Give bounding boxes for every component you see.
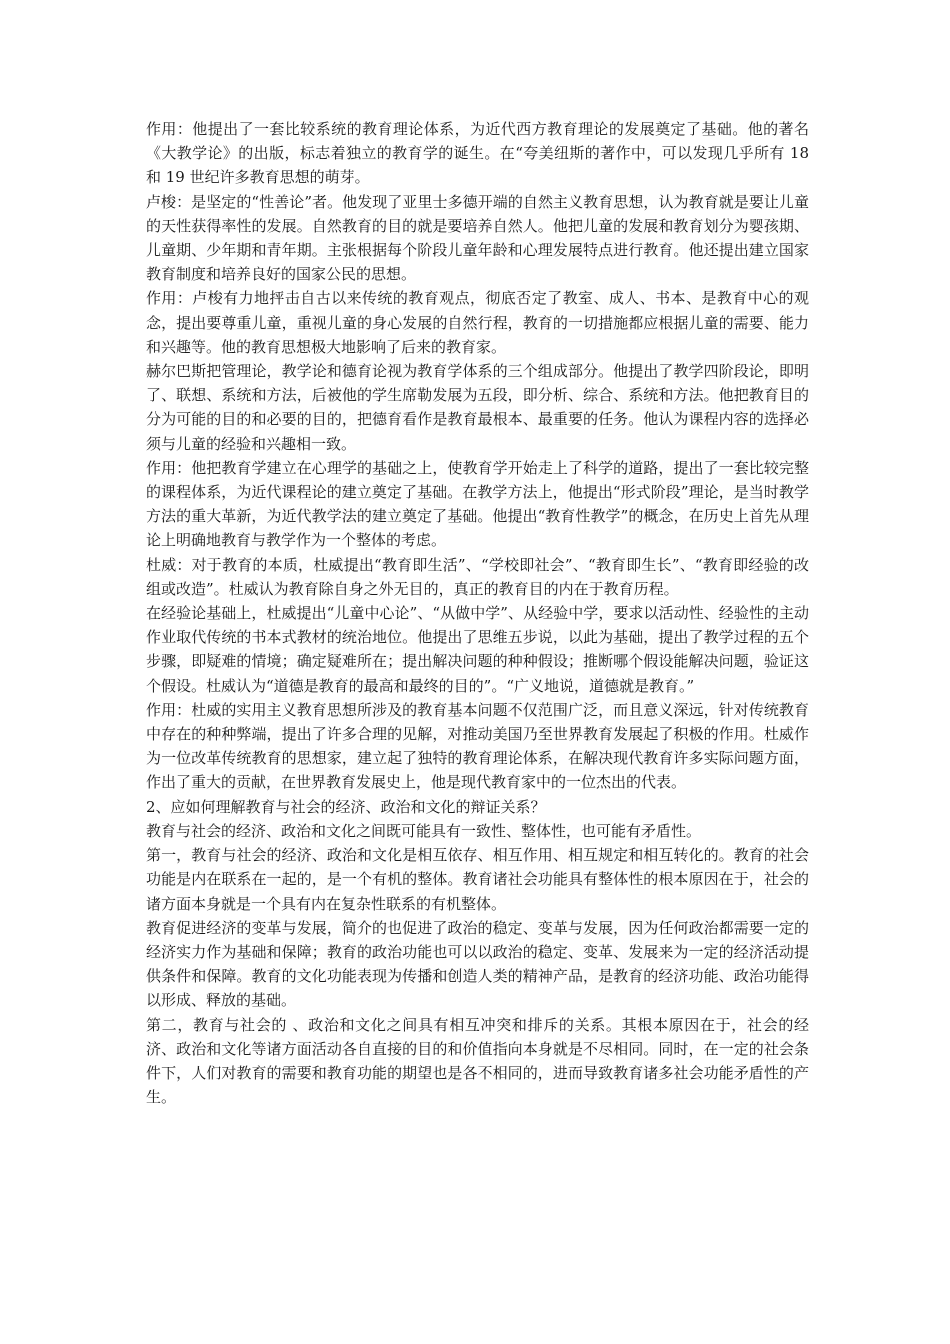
question-heading: 2、应如何理解教育与社会的经济、政治和文化的辩证关系？ [146,797,546,816]
paragraph-rousseau: 卢梭：是坚定的“性善论”者。他发现了亚里士多德开端的自然主义教育思想，认为教育就是要让儿童的天性获得率性的发展。自然教育的目的就是要培养自然人。他把儿童的发展和教育划分为婴孩期、儿童期、少年期和青年期。主张根据每个阶段儿童年龄和心理发展特点进行教育。他还提出建立国家教育制度和培养良好的国家公民的思想。 [146,192,809,284]
paragraph-point-two: 第二，教育与社会的 、政治和文化之间具有相互冲突和排斥的关系。其根本原因在于，社会的经济、政治和文化等诸方面活动各自直接的目的和价值指向本身就是不尽相同。同时，在一定的社会条件下，人们对教育的需要和教育功能的期望也是各不相同的，进而导致教育诸多社会功能矛盾性的产生。 [146,1015,809,1107]
paragraph-dewey-experience: 在经验论基础上，杜威提出“儿童中心论”、“从做中学”、从经验中学，要求以活动性、经验性的主动作业取代传统的书本式教材的统治地位。他提出了思维五步说，以此为基础，提出了教学过程的五个步骤，即疑难的情境；确定疑难所在；提出解决问题的种种假设；推断哪个假设能解决问题，验证这个假设。杜威认为“道德是教育的最高和最终的目的”。“广义地说，道德就是教育。” [146,604,809,695]
paragraph-point-one-detail: 教育促进经济的变革与发展，简介的也促进了政治的稳定、变革与发展，因为任何政治都需要一定的经济实力作为基础和保障；教育的政治功能也可以以政治的稳定、变革、发展来为一定的经济活动提供条件和保障。教育的文化功能表现为传播和创造人类的精神产品，是教育的经济功能、政治功能得以形成、释放的基础。 [146,918,809,1010]
paragraph-herbart: 赫尔巴斯把管理论，教学论和德育论视为教育学体系的三个组成部分。他提出了教学四阶段论，即明了、联想、系统和方法，后被他的学生席勒发展为五段，即分析、综合、系统和方法。他把教育目的分为可能的目的和必要的目的，把德育看作是教育最根本、最重要的任务。他认为课程内容的选择必须与儿童的经验和兴趣相一致。 [146,362,809,453]
paragraph-point-one: 第一，教育与社会的经济、政治和文化是相互依存、相互作用、相互规定和相互转化的。教育的社会功能是内在联系在一起的，是一个有机的整体。教育诸社会功能具有整体性的根本原因在于，社会的诸方面本身就是一个具有内在复杂性联系的有机整体。 [146,846,809,913]
document-body [146,117,809,1109]
paragraph-dewey: 杜威：对于教育的本质，杜威提出“教育即生活”、“学校即社会”、“教育即生长”、“教育即经验的改组或改造”。杜威认为教育除自身之外无目的，真正的教育目的内在于教育历程。 [146,555,809,598]
paragraph-comenius-impact: 作用：他提出了一套比较系统的教育理论体系，为近代西方教育理论的发展奠定了基础。他的著名《大教学论》的出版，标志着独立的教育学的诞生。在“夸美纽斯的著作中，可以发现几乎所有 18 和 19 世纪许多教育思想的萌芽。 [146,120,809,187]
paragraph-answer-intro: 教育与社会的经济、政治和文化之间既可能具有一致性、整体性，也可能有矛盾性。 [146,821,702,840]
paragraph-rousseau-impact: 作用：卢梭有力地抨击自古以来传统的教育观点，彻底否定了教室、成人、书本、是教育中心的观念，提出要尊重儿童，重视儿童的身心发展的自然行程，教育的一切措施都应根据儿童的需要、能力和兴趣等。他的教育思想极大地影响了后来的教育家。 [146,289,809,356]
paragraph-dewey-impact: 作用：杜威的实用主义教育思想所涉及的教育基本问题不仅范围广泛，而且意义深远，针对传统教育中存在的种种弊端，提出了许多合理的见解，对推动美国乃至世界教育发展起了积极的作用。杜威作为一位改革传统教育的思想家，建立起了独特的教育理论体系，在解决现代教育许多实际问题方面，作出了重大的贡献，在世界教育发展史上，他是现代教育家中的一位杰出的代表。 [146,700,809,792]
paragraph-herbart-impact: 作用：他把教育学建立在心理学的基础之上，使教育学开始走上了科学的道路，提出了一套比较完整的课程体系，为近代课程论的建立奠定了基础。在教学方法上，他提出“形式阶段”理论，是当时教学方法的重大革新，为近代教学法的建立奠定了基础。他提出“教育性教学”的概念，在历史上首先从理论上明确地教育与教学作为一个整体的考虑。 [146,458,809,550]
